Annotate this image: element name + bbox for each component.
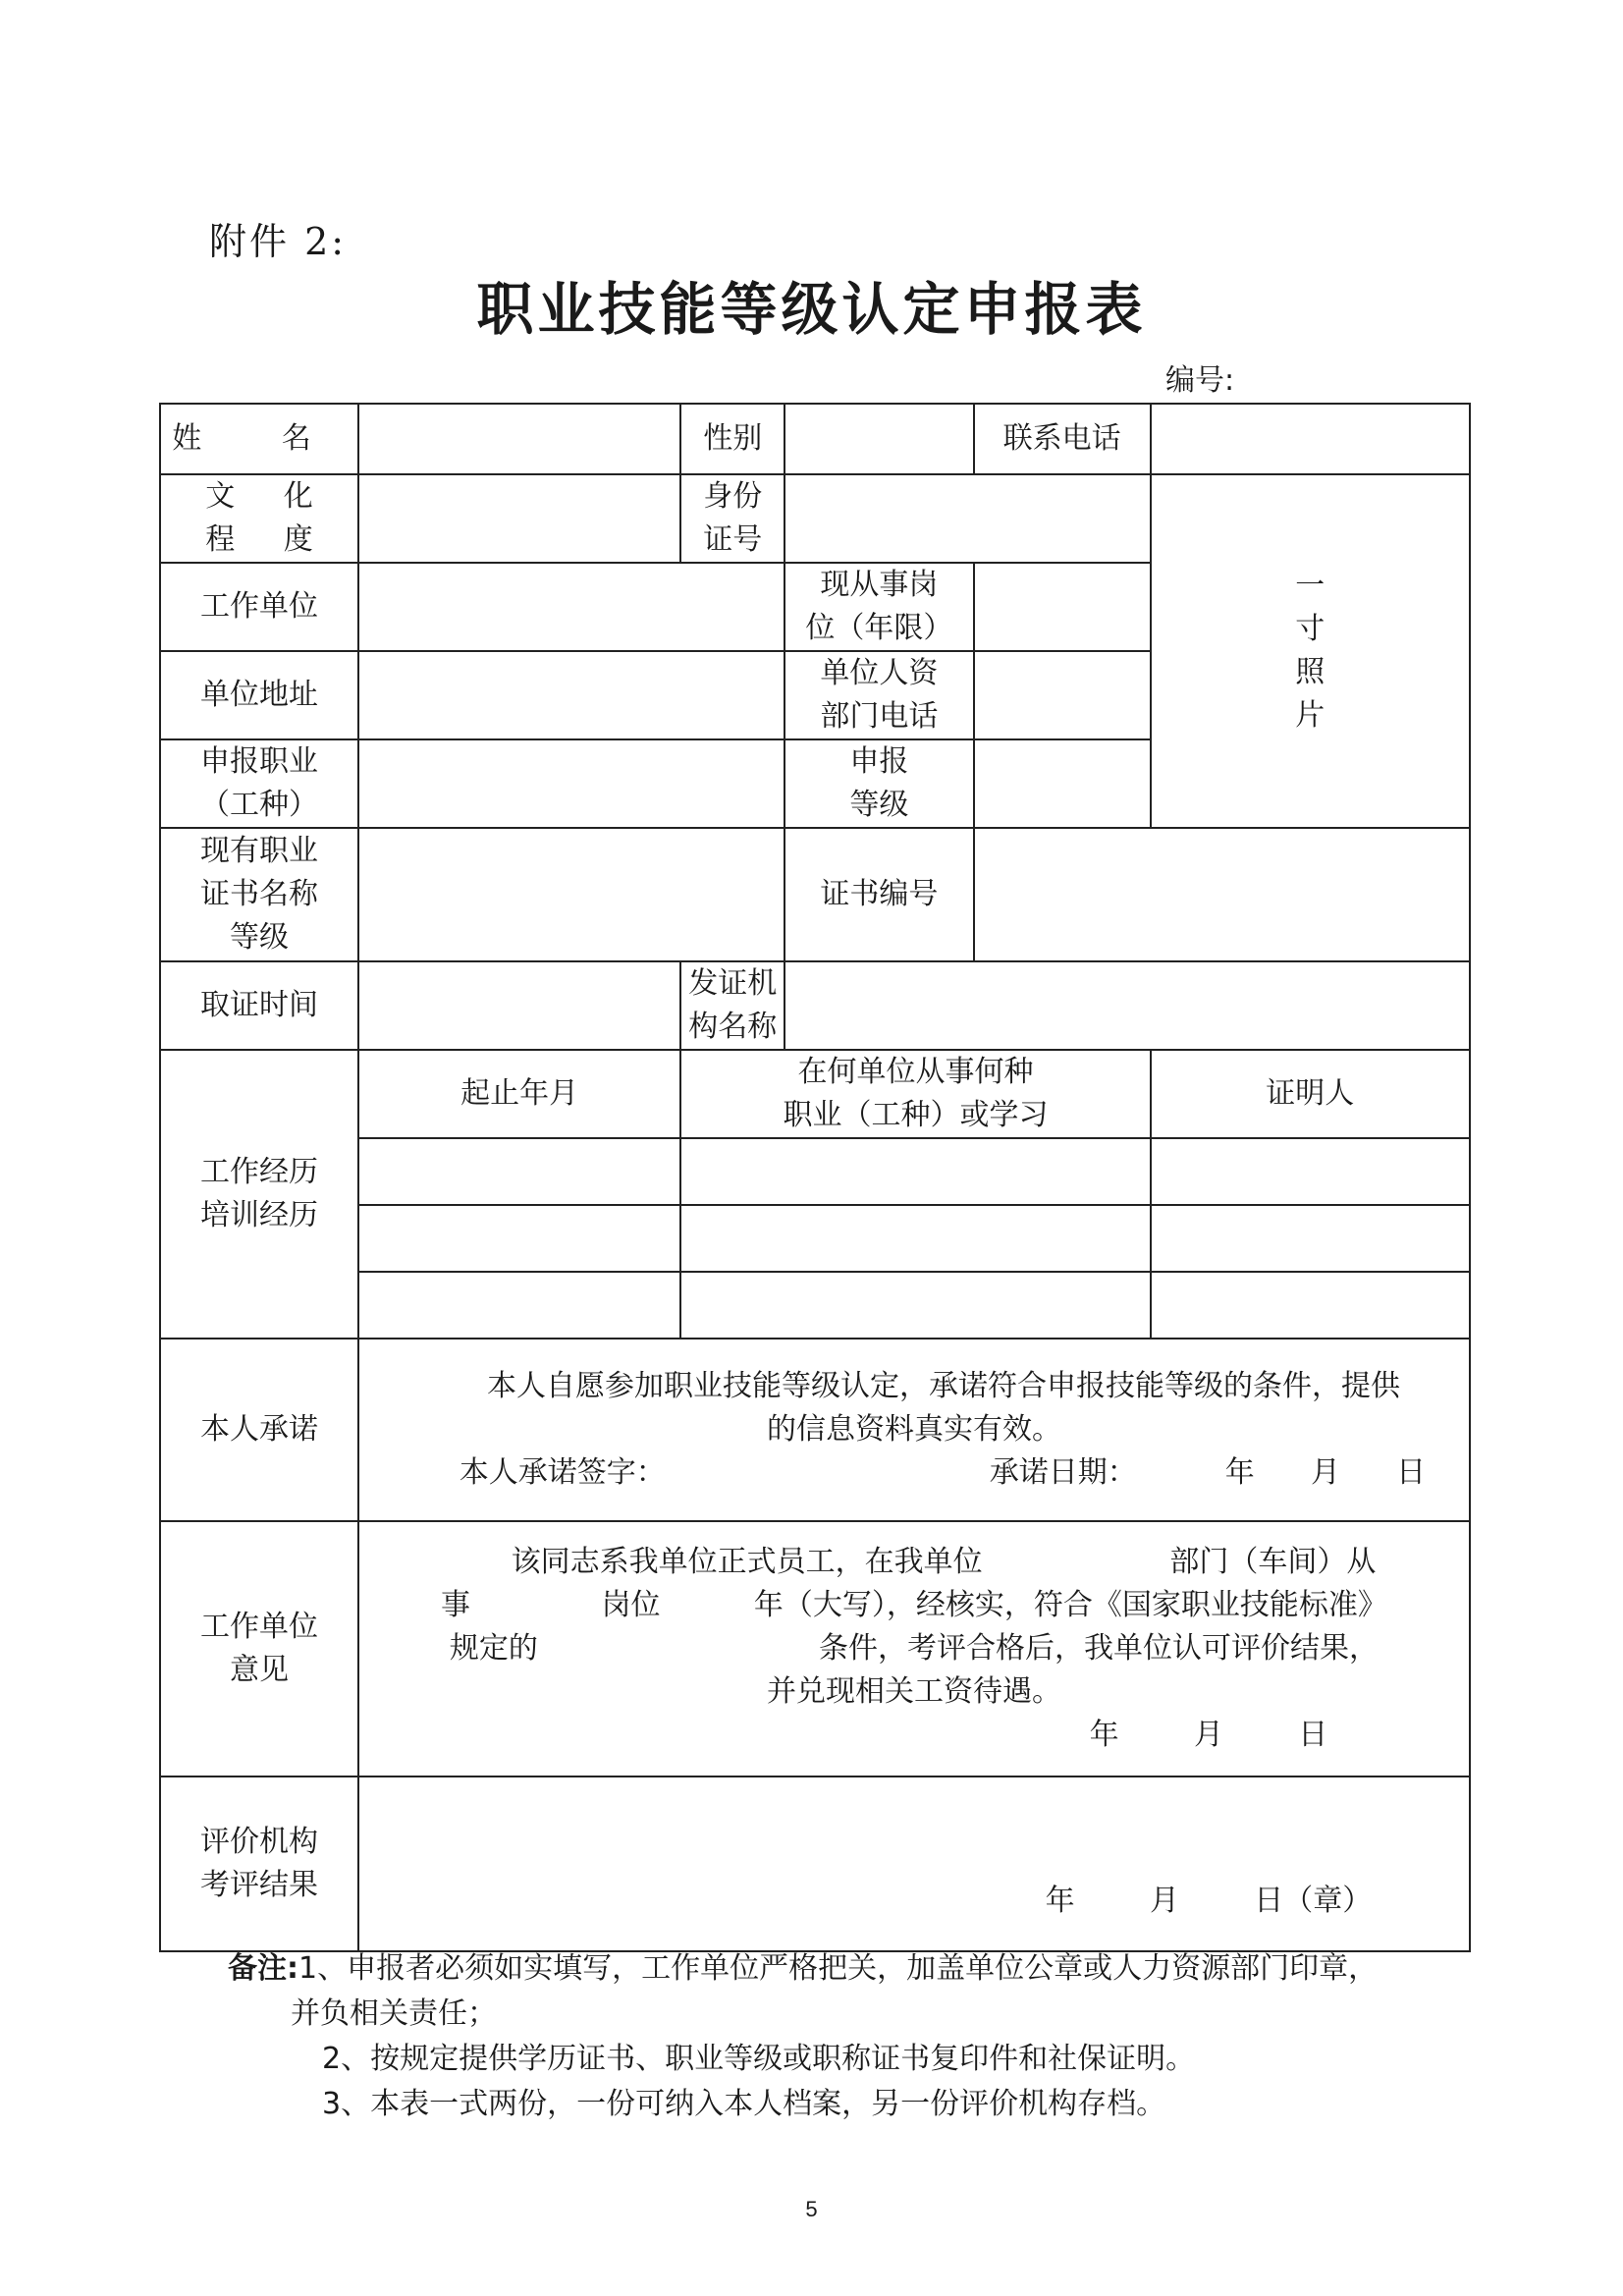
note-item1-text: 1、申报者必须如实填写，工作单位严格把关，加盖单位公章或人力资源部门印章， bbox=[298, 1951, 1379, 1986]
note-item1-cont: 并负相关责任； bbox=[291, 1996, 497, 2031]
occupation-label bbox=[160, 739, 358, 828]
history-label bbox=[160, 1050, 358, 1339]
pledge-signature-line bbox=[359, 1451, 1469, 1495]
id-number-field[interactable] bbox=[784, 474, 1150, 563]
position-field[interactable] bbox=[974, 563, 1151, 651]
assessment-label-line1: 评价机构 bbox=[199, 1825, 318, 1859]
address-field[interactable] bbox=[358, 651, 784, 739]
position-label-line1: 现从事岗 bbox=[820, 568, 939, 602]
level-label-line1: 申报 bbox=[849, 744, 909, 779]
current-cert-field[interactable] bbox=[358, 828, 784, 961]
pledge-content[interactable] bbox=[358, 1339, 1470, 1521]
pledge-line2: 的信息资料真实有效。 bbox=[766, 1412, 1061, 1447]
note-item1 bbox=[228, 1946, 1494, 1992]
education-label-line1: 文 化 bbox=[205, 479, 313, 514]
notes-title: 备注: bbox=[228, 1951, 298, 1986]
note-item3: 3、本表一式两份，一份可纳入本人档案，另一份评价机构存档。 bbox=[322, 2087, 1166, 2121]
address-label: 单位地址 bbox=[160, 651, 358, 739]
level-label bbox=[784, 739, 974, 828]
employer-opinion-label-line1: 工作单位 bbox=[199, 1610, 318, 1644]
issuer-label bbox=[680, 961, 784, 1050]
photo-char-2: 寸 bbox=[1295, 612, 1325, 646]
history-row3-place[interactable] bbox=[680, 1272, 1150, 1339]
position-label-line2: 位（年限） bbox=[805, 611, 953, 645]
serial-number-label: 编号: bbox=[1165, 363, 1235, 398]
history-label-line2: 培训经历 bbox=[199, 1198, 318, 1232]
gender-field[interactable] bbox=[784, 404, 974, 474]
history-col-place bbox=[680, 1050, 1150, 1138]
occupation-label-line2: （工种） bbox=[199, 788, 318, 822]
name-label: 姓 名 bbox=[160, 404, 358, 474]
notes-section bbox=[228, 1946, 1494, 2127]
issue-time-field[interactable] bbox=[358, 961, 681, 1050]
education-label bbox=[160, 474, 358, 563]
history-row2-witness[interactable] bbox=[1151, 1205, 1470, 1272]
hr-phone-label-line1: 单位人资 bbox=[820, 656, 939, 690]
occupation-field[interactable] bbox=[358, 739, 784, 828]
history-col-witness: 证明人 bbox=[1151, 1050, 1470, 1138]
history-row1-period[interactable] bbox=[358, 1138, 681, 1205]
education-field[interactable] bbox=[358, 474, 681, 563]
id-label-line1: 身份 bbox=[703, 479, 763, 514]
gender-label: 性别 bbox=[680, 404, 784, 474]
id-label-line2: 证号 bbox=[703, 522, 763, 557]
hr-phone-field[interactable] bbox=[974, 651, 1151, 739]
history-row1-witness[interactable] bbox=[1151, 1138, 1470, 1205]
employer-opinion-label-line2: 意见 bbox=[229, 1653, 289, 1687]
attachment-label: 附件 2: bbox=[209, 220, 348, 263]
employer-opinion-content[interactable] bbox=[358, 1521, 1470, 1777]
cert-label-line2: 证书名称 bbox=[199, 877, 318, 911]
employer-opinion-label bbox=[160, 1521, 358, 1777]
pledge-date-label: 承诺日期： bbox=[989, 1455, 1137, 1490]
history-col-place-line1: 在何单位从事何种 bbox=[797, 1055, 1034, 1089]
position-label bbox=[784, 563, 974, 651]
issuer-label-line1: 发证机 bbox=[688, 966, 778, 1001]
employer-label: 工作单位 bbox=[160, 563, 358, 651]
issue-time-label: 取证时间 bbox=[160, 961, 358, 1050]
phone-label: 联系电话 bbox=[974, 404, 1151, 474]
photo-char-3: 照 bbox=[1295, 655, 1325, 689]
opinion-line4: 并兑现相关工资待遇。 bbox=[766, 1674, 1061, 1709]
id-number-label bbox=[680, 474, 784, 563]
photo-box[interactable] bbox=[1151, 474, 1470, 828]
assessment-label bbox=[160, 1777, 358, 1951]
note-item2: 2、按规定提供学历证书、职业等级或职称证书复印件和社保证明。 bbox=[322, 2042, 1196, 2076]
opinion-line3: 规定的 条件，考评合格后，我单位认可评价结果， bbox=[449, 1631, 1379, 1666]
assessment-content[interactable] bbox=[358, 1777, 1470, 1951]
history-row2-place[interactable] bbox=[680, 1205, 1150, 1272]
page-number: 5 bbox=[805, 2197, 818, 2221]
current-cert-label bbox=[160, 828, 358, 961]
history-col-place-line2: 职业（工种）或学习 bbox=[783, 1098, 1049, 1132]
assessment-date: 年 月 日（章） bbox=[1045, 1884, 1373, 1918]
name-field[interactable] bbox=[358, 404, 681, 474]
photo-char-1: 一 bbox=[1295, 569, 1325, 603]
history-row3-witness[interactable] bbox=[1151, 1272, 1470, 1339]
employer-field[interactable] bbox=[358, 563, 784, 651]
history-row3-period[interactable] bbox=[358, 1272, 681, 1339]
phone-field[interactable] bbox=[1151, 404, 1470, 474]
assessment-label-line2: 考评结果 bbox=[199, 1868, 318, 1902]
pledge-line1: 本人自愿参加职业技能等级认定，承诺符合申报技能等级的条件，提供 bbox=[486, 1369, 1400, 1403]
cert-number-label: 证书编号 bbox=[784, 828, 974, 961]
opinion-line1: 该同志系我单位正式员工，在我单位 部门（车间）从 bbox=[511, 1545, 1377, 1579]
hr-phone-label bbox=[784, 651, 974, 739]
issuer-label-line2: 构名称 bbox=[688, 1010, 778, 1044]
history-row1-place[interactable] bbox=[680, 1138, 1150, 1205]
opinion-date: 年 月 日 bbox=[1089, 1718, 1328, 1752]
level-field[interactable] bbox=[974, 739, 1151, 828]
history-row2-period[interactable] bbox=[358, 1205, 681, 1272]
cert-number-field[interactable] bbox=[974, 828, 1470, 961]
pledge-date: 年 月 日 bbox=[1224, 1455, 1427, 1490]
history-col-period: 起止年月 bbox=[358, 1050, 681, 1138]
pledge-signature-label: 本人承诺签字： bbox=[459, 1455, 666, 1490]
level-label-line2: 等级 bbox=[849, 788, 909, 822]
issuer-field[interactable] bbox=[784, 961, 1470, 1050]
photo-char-4: 片 bbox=[1295, 698, 1325, 733]
opinion-line2: 事 岗位 年（大写），经核实，符合《国家职业技能标准》 bbox=[441, 1588, 1387, 1622]
cert-label-line1: 现有职业 bbox=[199, 834, 318, 868]
form-title: 职业技能等级认定申报表 bbox=[476, 276, 1147, 343]
hr-phone-label-line2: 部门电话 bbox=[820, 699, 939, 734]
history-label-line1: 工作经历 bbox=[199, 1155, 318, 1189]
application-form-table bbox=[159, 403, 1471, 1952]
education-label-line2: 程 度 bbox=[205, 522, 313, 557]
occupation-label-line1: 申报职业 bbox=[199, 744, 318, 779]
cert-label-line3: 等级 bbox=[229, 920, 289, 955]
pledge-label: 本人承诺 bbox=[160, 1339, 358, 1521]
